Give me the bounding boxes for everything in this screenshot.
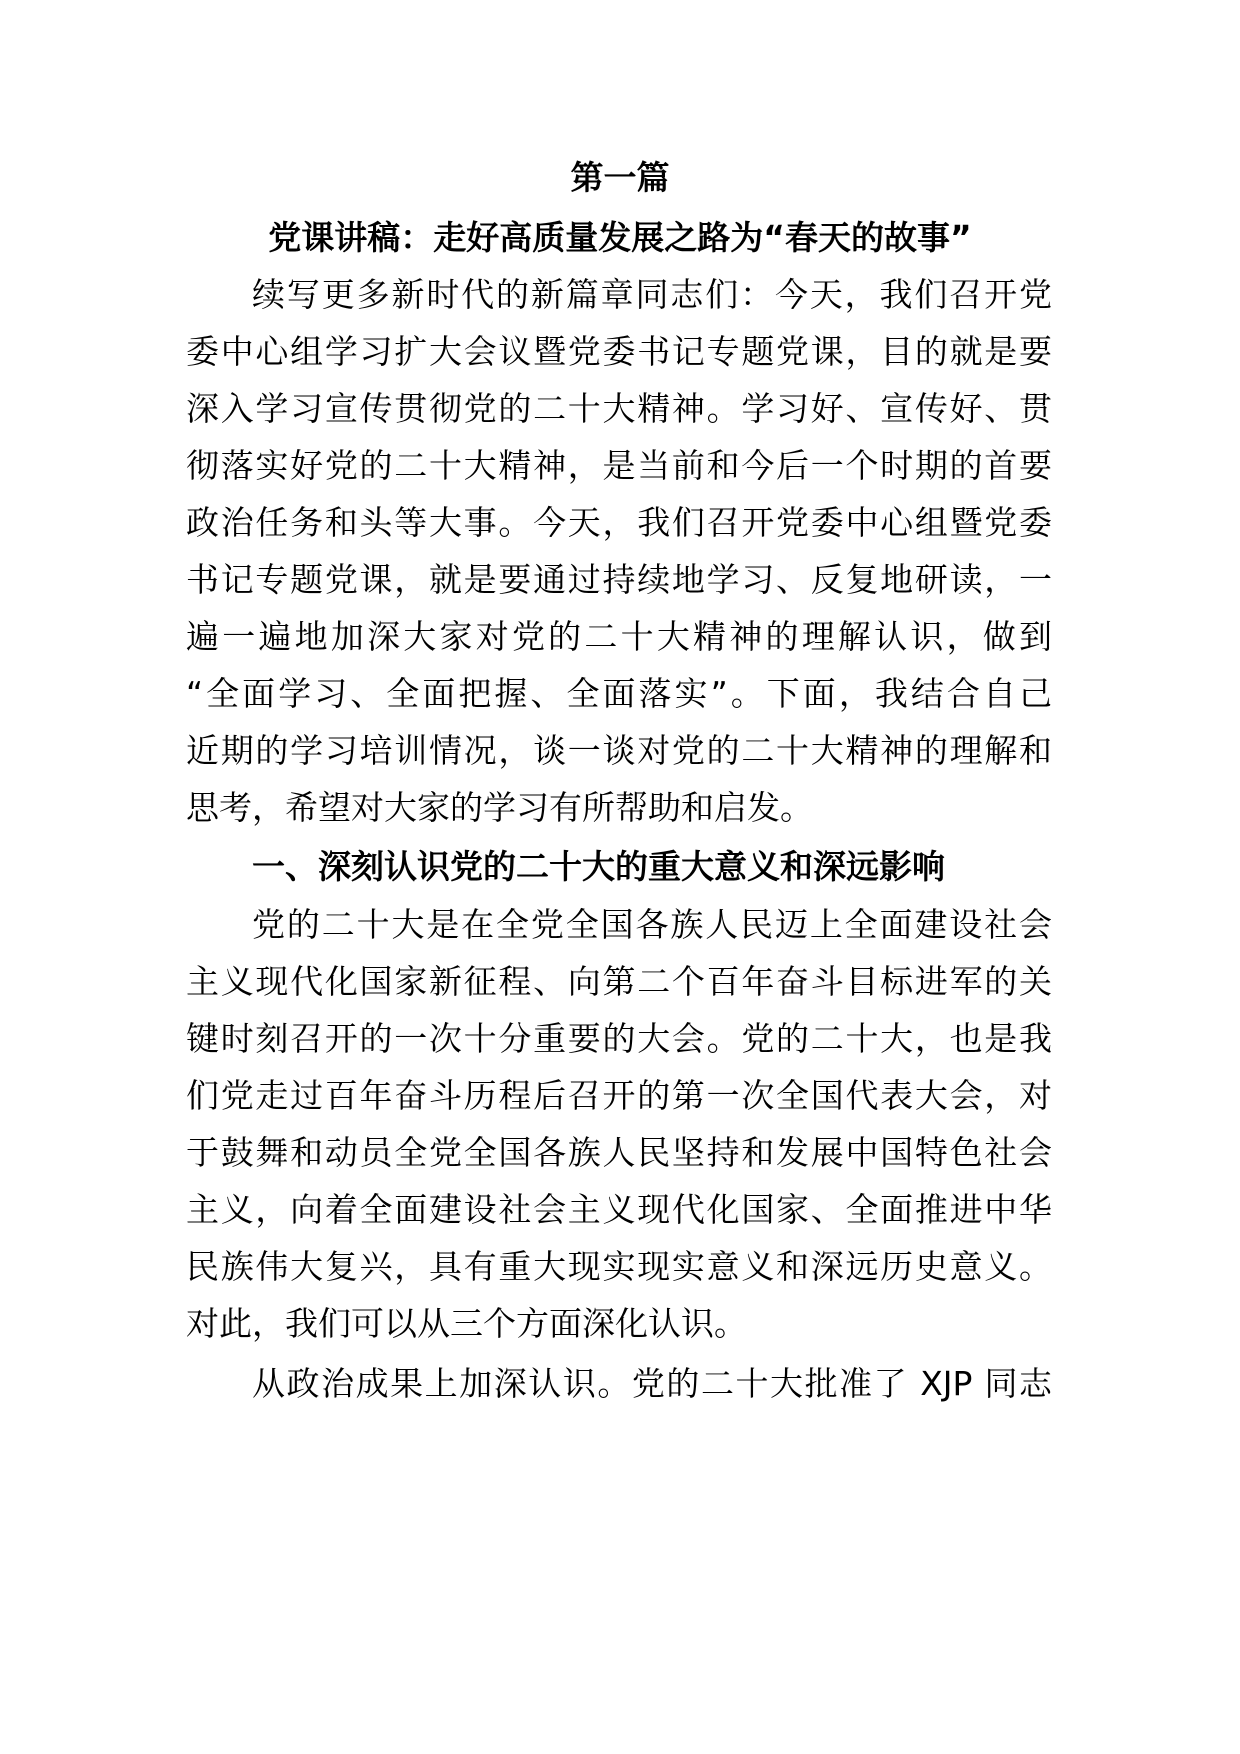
paragraph-line: 彻落实好党的二十大精神，是当前和今后一个时期的首要 <box>186 446 1052 485</box>
paragraph-line: 遍一遍地加深大家对党的二十大精神的理解认识，做到 <box>186 617 1052 656</box>
paragraph-line: 从政治成果上加深认识。党的二十大批准了 XJP 同志 <box>252 1364 1052 1403</box>
paragraph-line: 书记专题党课，就是要通过持续地学习、反复地研读，一 <box>186 560 1052 599</box>
paragraph-line: 对此，我们可以从三个方面深化认识。 <box>186 1304 747 1343</box>
paragraph-line: 政治任务和头等大事。今天，我们召开党委中心组暨党委 <box>186 503 1052 542</box>
paragraph-line: 近期的学习培训情况，谈一谈对党的二十大精神的理解和 <box>186 731 1052 770</box>
paragraph-line: 委中心组学习扩大会议暨党委书记专题党课，目的就是要 <box>186 332 1052 371</box>
chapter-title: 第一篇 <box>570 158 670 197</box>
paragraph-line: 民族伟大复兴，具有重大现实现实意义和深远历史意义。 <box>186 1247 1052 1286</box>
paragraph-line: 党的二十大是在全党全国各族人民迈上全面建设社会 <box>252 905 1052 944</box>
paragraph-line: 续写更多新时代的新篇章同志们：今天，我们召开党 <box>252 275 1052 314</box>
paragraph-line: 键时刻召开的一次十分重要的大会。党的二十大，也是我 <box>186 1019 1052 1058</box>
main-title: 党课讲稿：走好高质量发展之路为“春天的故事” <box>268 218 972 257</box>
paragraph-line: “全面学习、全面把握、全面落实”。下面，我结合自己 <box>186 674 1052 713</box>
paragraph-line: 主义，向着全面建设社会主义现代化国家、全面推进中华 <box>186 1190 1052 1229</box>
paragraph-line: 深入学习宣传贯彻党的二十大精神。学习好、宣传好、贯 <box>186 389 1052 428</box>
paragraph-line: 们党走过百年奋斗历程后召开的第一次全国代表大会，对 <box>186 1076 1052 1115</box>
section-heading: 一、深刻认识党的二十大的重大意义和深远影响 <box>252 847 945 886</box>
paragraph-line: 于鼓舞和动员全党全国各族人民坚持和发展中国特色社会 <box>186 1133 1052 1172</box>
paragraph-line: 思考，希望对大家的学习有所帮助和启发。 <box>186 788 813 827</box>
paragraph-line: 主义现代化国家新征程、向第二个百年奋斗目标进军的关 <box>186 962 1052 1001</box>
